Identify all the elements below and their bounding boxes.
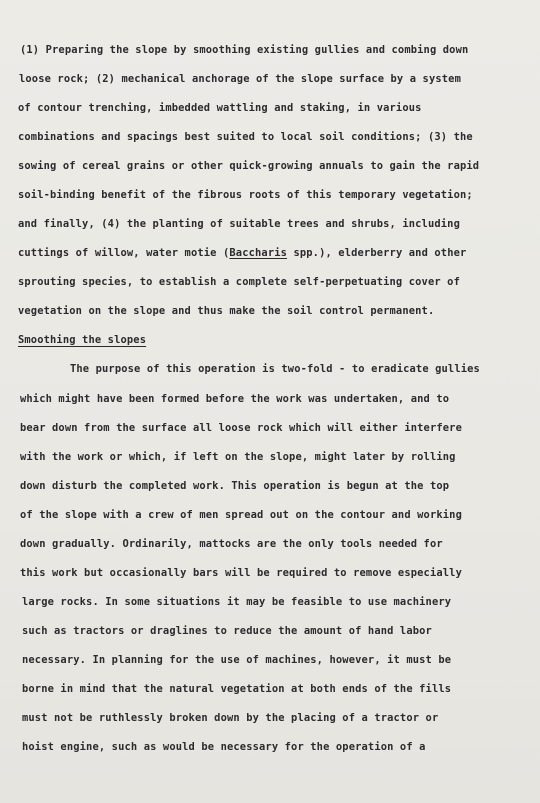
text-line: which might have been formed before the work was undertaken, and to (20, 393, 450, 405)
text-line: combinations and spacings best suited to local soil conditions; (3) the (18, 131, 473, 143)
text-line: of the slope with a crew of men spread out on the contour and working (20, 509, 462, 521)
text-line: bear down from the surface all loose rock which will either interfere (20, 422, 462, 434)
text-segment: spp.), elderberry and other (287, 247, 467, 259)
text-line: hoist engine, such as would be necessary for the operation of a (22, 741, 426, 753)
text-line: this work but occasionally bars will be required to remove especially (20, 567, 462, 579)
text-line: soil-binding benefit of the fibrous roots of this temporary vegetation; (18, 189, 473, 201)
text-line: of contour trenching, imbedded wattling and staking, in various (18, 102, 422, 114)
text-line: large rocks. In some situations it may be feasible to use machinery (22, 596, 452, 608)
text-line: must not be ruthlessly broken down by the placing of a tractor or (22, 712, 439, 724)
text-line: and finally, (4) the planting of suitable trees and shrubs, including (18, 218, 460, 230)
text-line: sowing of cereal grains or other quick-growing annuals to gain the rapid (18, 160, 480, 172)
text-line: down disturb the completed work. This operation is begun at the top (20, 480, 450, 492)
text-line: such as tractors or draglines to reduce the amount of hand labor (22, 625, 432, 637)
section-heading: Smoothing the slopes (18, 334, 147, 346)
text-line: The purpose of this operation is two-fold - to eradicate gullies (70, 363, 480, 375)
text-line (18, 247, 466, 259)
text-line: down gradually. Ordinarily, mattocks are the only tools needed for (20, 538, 443, 550)
genus-name: Baccharis (229, 247, 288, 259)
text-line: necessary. In planning for the use of machines, however, it must be (22, 654, 452, 666)
text-line: with the work or which, if left on the slope, might later by rolling (20, 451, 456, 463)
text-segment: cuttings of willow, water motie ( (18, 247, 230, 259)
text-line: sprouting species, to establish a complete self-perpetuating cover of (18, 276, 460, 288)
text-line: loose rock; (2) mechanical anchorage of the slope surface by a system (19, 73, 461, 85)
text-line: borne in mind that the natural vegetation at both ends of the fills (22, 683, 452, 695)
text-line: (1) Preparing the slope by smoothing existing gullies and combing down (20, 44, 469, 56)
text-line: vegetation on the slope and thus make the soil control permanent. (18, 305, 435, 317)
